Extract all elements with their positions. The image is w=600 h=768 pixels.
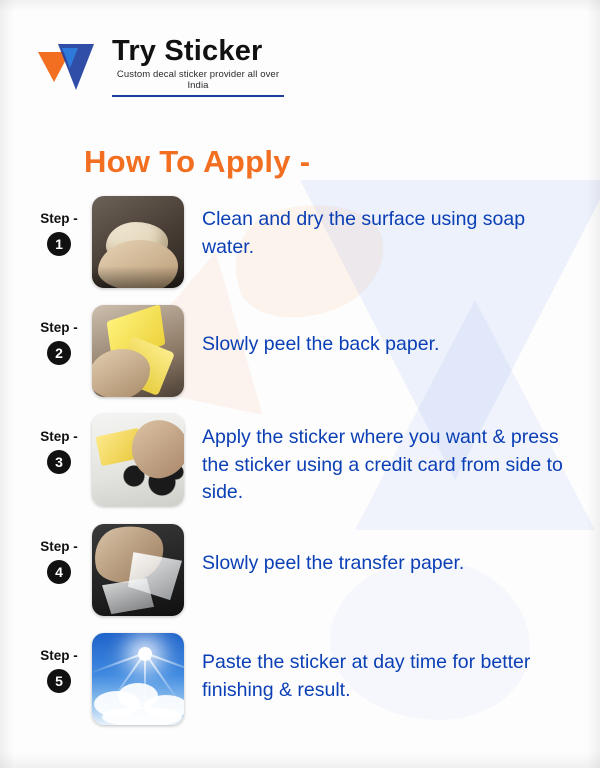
brand-text-block [112,34,284,97]
step-marker [30,305,88,365]
step-image-2 [92,305,184,397]
step-marker [30,414,88,474]
step-number-badge: 5 [47,669,71,693]
list-item [0,524,600,616]
step-description: Slowly peel the back paper. [202,333,440,355]
step-image-3 [92,414,184,506]
step-label: Step - [40,320,78,335]
step-description: Clean and dry the surface using soap water. [202,208,526,258]
step-image-4 [92,524,184,616]
step-number-badge: 4 [47,560,71,584]
step-image-5 [92,633,184,725]
step-image-1 [92,196,184,288]
brand-header [36,34,284,97]
triangle-arrow-logo-icon [36,38,98,94]
brand-name: Try Sticker [112,35,263,67]
page-title: How To Apply - [84,144,311,179]
step-number-badge: 1 [47,232,71,256]
list-item [0,414,600,507]
step-description: Paste the sticker at day time for better finishing & result. [202,651,531,701]
step-label: Step - [40,539,78,555]
edge-shade-top [0,0,600,12]
step-description: Apply the sticker where you want & press the sticker using a credit card from side to side. [202,426,563,504]
step-description: Slowly peel the transfer paper. [202,552,465,575]
list-item [0,196,600,288]
step-marker [30,633,88,693]
step-label: Step - [40,211,78,226]
step-label: Step - [40,429,78,444]
step-number-badge: 2 [47,341,71,365]
steps-list [0,196,600,742]
step-marker [30,524,88,584]
step-number-badge: 3 [47,450,71,474]
step-label: Step - [40,648,78,664]
brand-tagline: Custom decal sticker provider all over India [112,69,284,97]
list-item [0,633,600,725]
list-item [0,305,600,397]
edge-shade-bottom [0,752,600,768]
step-marker [30,196,88,256]
